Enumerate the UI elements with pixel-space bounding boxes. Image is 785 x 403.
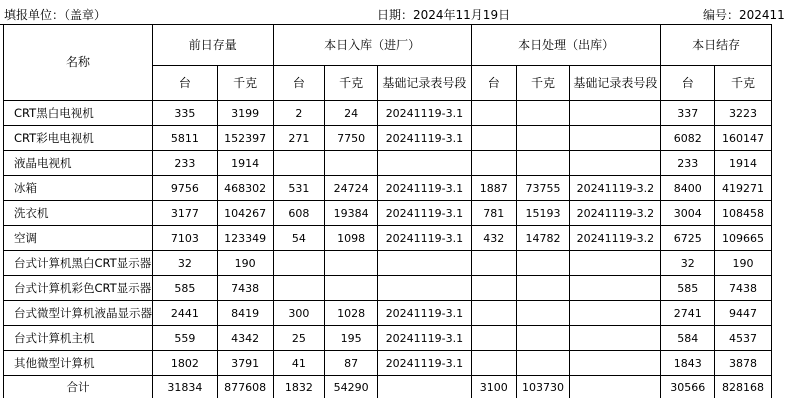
cell-processed-record-range[interactable] xyxy=(570,301,661,326)
cell-balance-kg[interactable]: 1914 xyxy=(715,151,772,176)
cell-inbound-kg[interactable] xyxy=(325,251,378,276)
cell-inbound-record-range[interactable] xyxy=(378,251,472,276)
cell-balance-kg[interactable]: 9447 xyxy=(715,301,772,326)
subheader-inbound-units[interactable]: 台 xyxy=(273,66,325,101)
cell-balance-kg[interactable]: 7438 xyxy=(715,276,772,301)
cell-balance-units[interactable]: 233 xyxy=(661,151,715,176)
cell-item-name[interactable]: CRT黑白电视机 xyxy=(4,101,153,126)
reporting-unit-label: 填报单位：（盖章） xyxy=(4,8,107,22)
cell-inbound-kg[interactable]: 7750 xyxy=(325,126,378,151)
cell-processed-kg[interactable]: 103730 xyxy=(516,376,570,399)
cell-item-name[interactable]: 台式计算机黑白CRT显示器 xyxy=(4,251,153,276)
cell-inbound-record-range[interactable]: 20241119-3.1 xyxy=(378,176,472,201)
table-row xyxy=(4,251,772,276)
cell-processed-kg[interactable]: 14782 xyxy=(516,226,570,251)
cell-item-name[interactable]: 洗衣机 xyxy=(4,201,153,226)
cell-processed-units[interactable]: 432 xyxy=(471,226,516,251)
cell-processed-units[interactable] xyxy=(471,251,516,276)
cell-inbound-units[interactable]: 25 xyxy=(273,326,325,351)
cell-inbound-units[interactable]: 300 xyxy=(273,301,325,326)
cell-processed-record-range[interactable] xyxy=(570,101,661,126)
table-row xyxy=(4,276,772,301)
cell-processed-kg[interactable]: 73755 xyxy=(516,176,570,201)
total-row xyxy=(4,376,772,399)
cell-inbound-record-range[interactable]: 20241119-3.1 xyxy=(378,201,472,226)
cell-item-name[interactable]: 冰箱 xyxy=(4,176,153,201)
cell-inbound-record-range[interactable]: 20241119-3.1 xyxy=(378,101,472,126)
subheader-previous-kg[interactable]: 千克 xyxy=(217,66,273,101)
cell-inbound-kg[interactable]: 24 xyxy=(325,101,378,126)
cell-processed-units[interactable] xyxy=(471,101,516,126)
cell-balance-kg[interactable]: 190 xyxy=(715,251,772,276)
cell-processed-units[interactable]: 781 xyxy=(471,201,516,226)
subheader-balance-kg[interactable]: 千克 xyxy=(715,66,772,101)
cell-previous-units[interactable]: 233 xyxy=(153,151,218,176)
cell-item-name[interactable]: 合计 xyxy=(4,376,153,399)
subheader-processed-record-range[interactable]: 基础记录表号段 xyxy=(570,66,661,101)
cell-processed-record-range[interactable]: 20241119-3.2 xyxy=(570,176,661,201)
cell-processed-units[interactable]: 1887 xyxy=(471,176,516,201)
subheader-previous-units[interactable]: 台 xyxy=(153,66,218,101)
table-row xyxy=(4,176,772,201)
cell-processed-units[interactable] xyxy=(471,301,516,326)
subheader-inbound-record-range[interactable]: 基础记录表号段 xyxy=(378,66,472,101)
cell-previous-kg[interactable]: 468302 xyxy=(217,176,273,201)
cell-balance-kg[interactable]: 4537 xyxy=(715,326,772,351)
cell-processed-units[interactable] xyxy=(471,326,516,351)
cell-processed-kg[interactable] xyxy=(516,101,570,126)
cell-balance-units[interactable]: 6725 xyxy=(661,226,715,251)
cell-previous-kg[interactable]: 877608 xyxy=(217,376,273,399)
cell-previous-kg[interactable]: 123349 xyxy=(217,226,273,251)
cell-balance-units[interactable]: 584 xyxy=(661,326,715,351)
cell-balance-units[interactable]: 337 xyxy=(661,101,715,126)
cell-processed-kg[interactable] xyxy=(516,276,570,301)
cell-processed-record-range[interactable] xyxy=(570,351,661,376)
cell-balance-units[interactable]: 8400 xyxy=(661,176,715,201)
table-row xyxy=(4,101,772,126)
cell-balance-kg[interactable]: 3878 xyxy=(715,351,772,376)
cell-balance-units[interactable]: 6082 xyxy=(661,126,715,151)
cell-inbound-units[interactable] xyxy=(273,276,325,301)
table-row xyxy=(4,351,772,376)
inventory-table xyxy=(3,24,772,398)
cell-inbound-kg[interactable]: 1028 xyxy=(325,301,378,326)
cell-inbound-units[interactable] xyxy=(273,151,325,176)
cell-processed-units[interactable] xyxy=(471,351,516,376)
cell-inbound-units[interactable]: 271 xyxy=(273,126,325,151)
cell-previous-kg[interactable]: 1914 xyxy=(217,151,273,176)
cell-inbound-units[interactable]: 54 xyxy=(273,226,325,251)
subheader-balance-units[interactable]: 台 xyxy=(661,66,715,101)
cell-inbound-kg[interactable]: 87 xyxy=(325,351,378,376)
cell-processed-kg[interactable]: 15193 xyxy=(516,201,570,226)
cell-previous-units[interactable]: 2441 xyxy=(153,301,218,326)
cell-item-name[interactable]: 其他微型计算机 xyxy=(4,351,153,376)
cell-previous-kg[interactable]: 152397 xyxy=(217,126,273,151)
cell-item-name[interactable]: 台式微型计算机液晶显示器 xyxy=(4,301,153,326)
cell-inbound-record-range[interactable]: 20241119-3.1 xyxy=(378,326,472,351)
cell-inbound-record-range[interactable]: 20241119-3.1 xyxy=(378,351,472,376)
cell-processed-record-range[interactable] xyxy=(570,126,661,151)
cell-processed-kg[interactable] xyxy=(516,126,570,151)
cell-inbound-kg[interactable] xyxy=(325,151,378,176)
cell-processed-kg[interactable] xyxy=(516,351,570,376)
cell-inbound-units[interactable]: 1832 xyxy=(273,376,325,399)
cell-processed-record-range[interactable] xyxy=(570,251,661,276)
cell-previous-kg[interactable]: 8419 xyxy=(217,301,273,326)
cell-balance-kg[interactable]: 160147 xyxy=(715,126,772,151)
table-row xyxy=(4,201,772,226)
cell-previous-units[interactable]: 7103 xyxy=(153,226,218,251)
cell-previous-units[interactable]: 1802 xyxy=(153,351,218,376)
subheader-processed-kg[interactable]: 千克 xyxy=(516,66,570,101)
cell-processed-record-range[interactable]: 20241119-3.2 xyxy=(570,226,661,251)
cell-item-name[interactable]: 空调 xyxy=(4,226,153,251)
cell-processed-record-range[interactable]: 20241119-3.2 xyxy=(570,201,661,226)
cell-inbound-kg[interactable]: 24724 xyxy=(325,176,378,201)
cell-inbound-kg[interactable]: 195 xyxy=(325,326,378,351)
group-header-inbound[interactable]: 本日入库（进厂） xyxy=(273,25,471,66)
cell-previous-kg[interactable]: 104267 xyxy=(217,201,273,226)
cell-processed-kg[interactable] xyxy=(516,251,570,276)
cell-balance-units[interactable]: 32 xyxy=(661,251,715,276)
cell-inbound-kg[interactable] xyxy=(325,276,378,301)
table-row xyxy=(4,226,772,251)
cell-inbound-record-range[interactable] xyxy=(378,276,472,301)
cell-balance-units[interactable]: 585 xyxy=(661,276,715,301)
cell-inbound-record-range[interactable] xyxy=(378,151,472,176)
table-row xyxy=(4,126,772,151)
cell-inbound-kg[interactable]: 19384 xyxy=(325,201,378,226)
subheader-processed-units[interactable]: 台 xyxy=(471,66,516,101)
cell-balance-kg[interactable]: 3223 xyxy=(715,101,772,126)
report-number: 编号：202411 xyxy=(703,8,785,22)
cell-previous-units[interactable]: 31834 xyxy=(153,376,218,399)
cell-balance-kg[interactable]: 828168 xyxy=(715,376,772,399)
report-date: 日期：2024年11月19日 xyxy=(377,8,511,22)
cell-processed-record-range[interactable] xyxy=(570,326,661,351)
cell-previous-kg[interactable]: 3199 xyxy=(217,101,273,126)
cell-inbound-units[interactable]: 531 xyxy=(273,176,325,201)
cell-processed-record-range[interactable] xyxy=(570,151,661,176)
cell-inbound-record-range[interactable]: 20241119-3.1 xyxy=(378,301,472,326)
group-header-balance[interactable]: 本日结存 xyxy=(661,25,772,66)
cell-processed-record-range[interactable] xyxy=(570,376,661,399)
cell-processed-kg[interactable] xyxy=(516,301,570,326)
cell-previous-units[interactable]: 585 xyxy=(153,276,218,301)
cell-processed-record-range[interactable] xyxy=(570,276,661,301)
cell-processed-units[interactable] xyxy=(471,151,516,176)
cell-previous-kg[interactable]: 4342 xyxy=(217,326,273,351)
cell-inbound-units[interactable]: 608 xyxy=(273,201,325,226)
header-row-groups xyxy=(4,25,772,66)
cell-previous-units[interactable]: 335 xyxy=(153,101,218,126)
cell-balance-units[interactable]: 30566 xyxy=(661,376,715,399)
cell-previous-units[interactable]: 32 xyxy=(153,251,218,276)
cell-inbound-kg[interactable]: 54290 xyxy=(325,376,378,399)
cell-processed-kg[interactable] xyxy=(516,326,570,351)
cell-previous-units[interactable]: 5811 xyxy=(153,126,218,151)
cell-previous-units[interactable]: 9756 xyxy=(153,176,218,201)
col-header-name[interactable]: 名称 xyxy=(4,25,153,101)
cell-previous-kg[interactable]: 190 xyxy=(217,251,273,276)
cell-processed-units[interactable]: 3100 xyxy=(471,376,516,399)
cell-item-name[interactable]: CRT彩电电视机 xyxy=(4,126,153,151)
cell-previous-units[interactable]: 3177 xyxy=(153,201,218,226)
cell-balance-units[interactable]: 1843 xyxy=(661,351,715,376)
cell-item-name[interactable]: 台式计算机彩色CRT显示器 xyxy=(4,276,153,301)
cell-inbound-units[interactable]: 2 xyxy=(273,101,325,126)
group-header-processed[interactable]: 本日处理（出库） xyxy=(471,25,661,66)
cell-balance-kg[interactable]: 419271 xyxy=(715,176,772,201)
cell-previous-kg[interactable]: 3791 xyxy=(217,351,273,376)
cell-balance-kg[interactable]: 108458 xyxy=(715,201,772,226)
cell-balance-units[interactable]: 3004 xyxy=(661,201,715,226)
cell-previous-kg[interactable]: 7438 xyxy=(217,276,273,301)
cell-inbound-record-range[interactable]: 20241119-3.1 xyxy=(378,226,472,251)
cell-balance-kg[interactable]: 109665 xyxy=(715,226,772,251)
cell-previous-units[interactable]: 559 xyxy=(153,326,218,351)
group-header-previous-stock[interactable]: 前日存量 xyxy=(153,25,274,66)
cell-inbound-record-range[interactable] xyxy=(378,376,472,399)
cell-inbound-kg[interactable]: 1098 xyxy=(325,226,378,251)
cell-item-name[interactable]: 液晶电视机 xyxy=(4,151,153,176)
cell-inbound-units[interactable] xyxy=(273,251,325,276)
cell-item-name[interactable]: 台式计算机主机 xyxy=(4,326,153,351)
cell-processed-kg[interactable] xyxy=(516,151,570,176)
cell-inbound-units[interactable]: 41 xyxy=(273,351,325,376)
cell-balance-units[interactable]: 2741 xyxy=(661,301,715,326)
cell-processed-units[interactable] xyxy=(471,276,516,301)
table-row xyxy=(4,151,772,176)
cell-inbound-record-range[interactable]: 20241119-3.1 xyxy=(378,126,472,151)
table-row xyxy=(4,326,772,351)
subheader-inbound-kg[interactable]: 千克 xyxy=(325,66,378,101)
form-header xyxy=(0,0,785,24)
cell-processed-units[interactable] xyxy=(471,126,516,151)
table-row xyxy=(4,301,772,326)
